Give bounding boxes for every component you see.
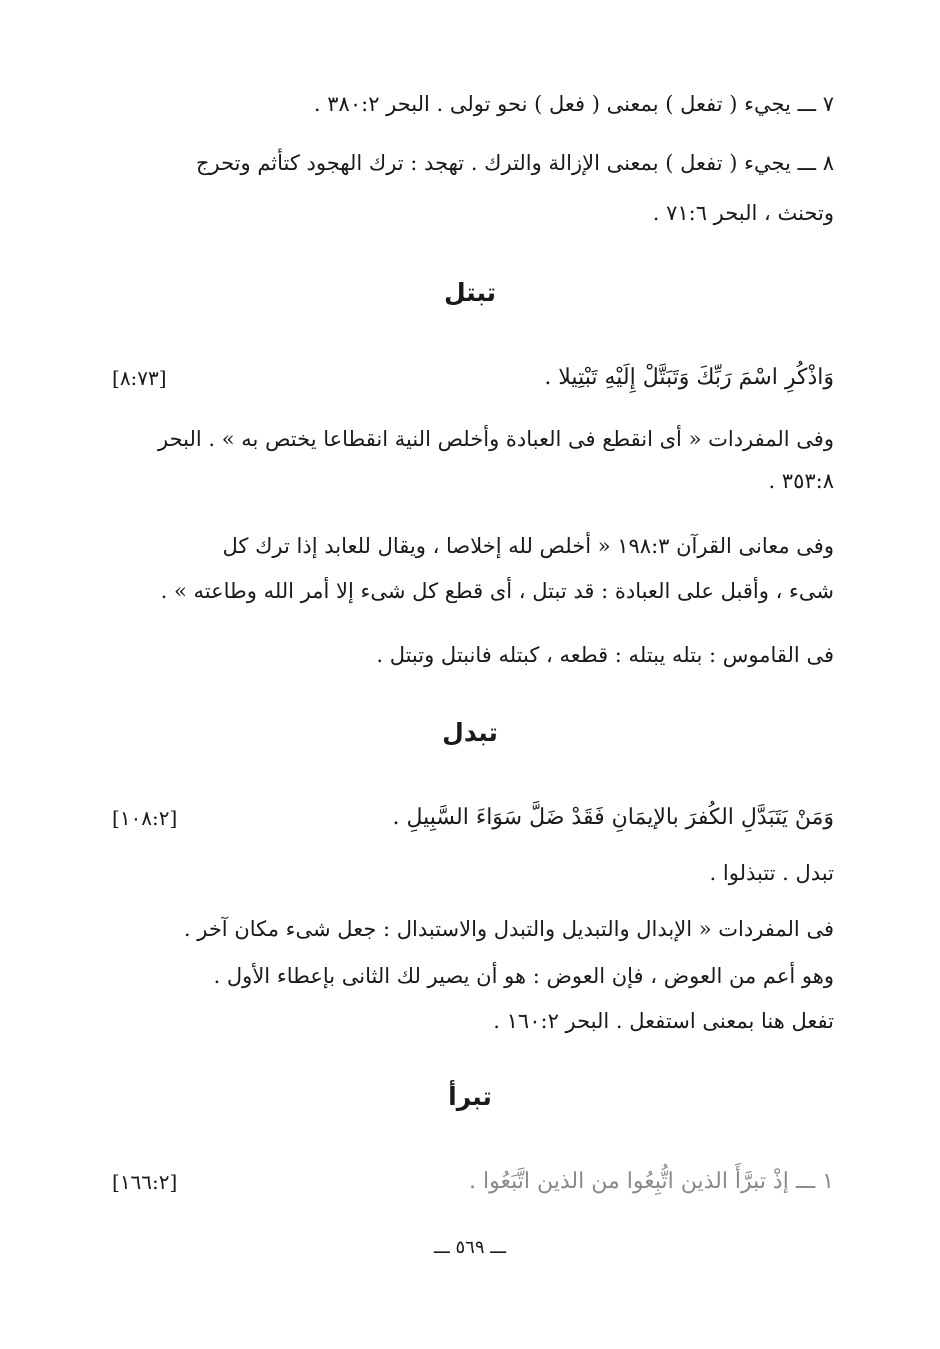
paragraph-line: شىء ، وأقبل على العبادة : قد تبتل ، أى قطع كل شىء إلا أمر الله وطاعته » . [160, 579, 834, 603]
section-heading-tabaddal: تبدل [442, 718, 498, 747]
paragraph-line: تفعل هنا بمعنى استفعل . البحر ١٦٠:٢ . [493, 1009, 834, 1033]
quran-verse: ١ ـــ إذْ تبرَّأَ الذين اتُّبِعُوا من الذين اتَّبَعُوا . [469, 1169, 834, 1194]
quran-verse: وَاذْكُرِ اسْمَ رَبِّكَ وَتَبَتَّلْ إِلَيْهِ تَبْتِيلا . [544, 365, 834, 390]
paragraph-line: ٣٥٣:٨ . [768, 469, 834, 493]
item-8-line-2: وتحنث ، البحر ٧١:٦ . [652, 201, 834, 225]
paragraph-line: فى القاموس : بتله يبتله : قطعه ، كبتله فانبتل وتبتل . [376, 643, 834, 667]
verse-row-tabaddal [112, 802, 834, 834]
item-7-line: ٧ ـــ يجيء ( تفعل ) بمعنى ( فعل ) نحو تولى . البحر ٣٨٠:٢ . [313, 92, 834, 116]
paragraph-line: وفى معانى القرآن ١٩٨:٣ « أخلص لله إخلاصا ، ويقال للعابد إذا ترك كل [222, 534, 834, 558]
section-heading-tabarraa: تبرأ [448, 1082, 492, 1111]
paragraph-line: فى المفردات « الإبدال والتبديل والتبدل والاستبدال : جعل شىء مكان آخر . [183, 917, 834, 941]
verse-reference: [٨:٧٣] [112, 366, 167, 390]
page-number: ـــ ٥٦٩ ـــ [433, 1237, 507, 1258]
quran-verse: وَمَنْ يَتَبَدَّلِ الكُفرَ بالإيمَانِ فَقَدْ ضَلَّ سَوَاءَ السَّبِيلِ . [392, 805, 834, 830]
verse-row-tabattal [112, 362, 834, 394]
paragraph-line: تبدل . تتبذلوا . [709, 861, 834, 885]
item-8-line-1: ٨ ـــ يجيء ( تفعل ) بمعنى الإزالة والترك . تهجد : ترك الهجود كتأثم وتحرج [195, 151, 834, 175]
paragraph-line: وفى المفردات « أى انقطع فى العبادة وأخلص النية انقطاعا يختص به » . البحر [158, 427, 834, 451]
verse-row-tabarraa [112, 1166, 834, 1198]
verse-reference: [١٠٨:٢] [112, 806, 178, 830]
section-heading-tabattal: تبتل [443, 278, 497, 307]
paragraph-line: وهو أعم من العوض ، فإن العوض : هو أن يصير لك الثانى بإعطاء الأول . [213, 964, 834, 988]
verse-reference: [١٦٦:٢] [112, 1170, 178, 1194]
